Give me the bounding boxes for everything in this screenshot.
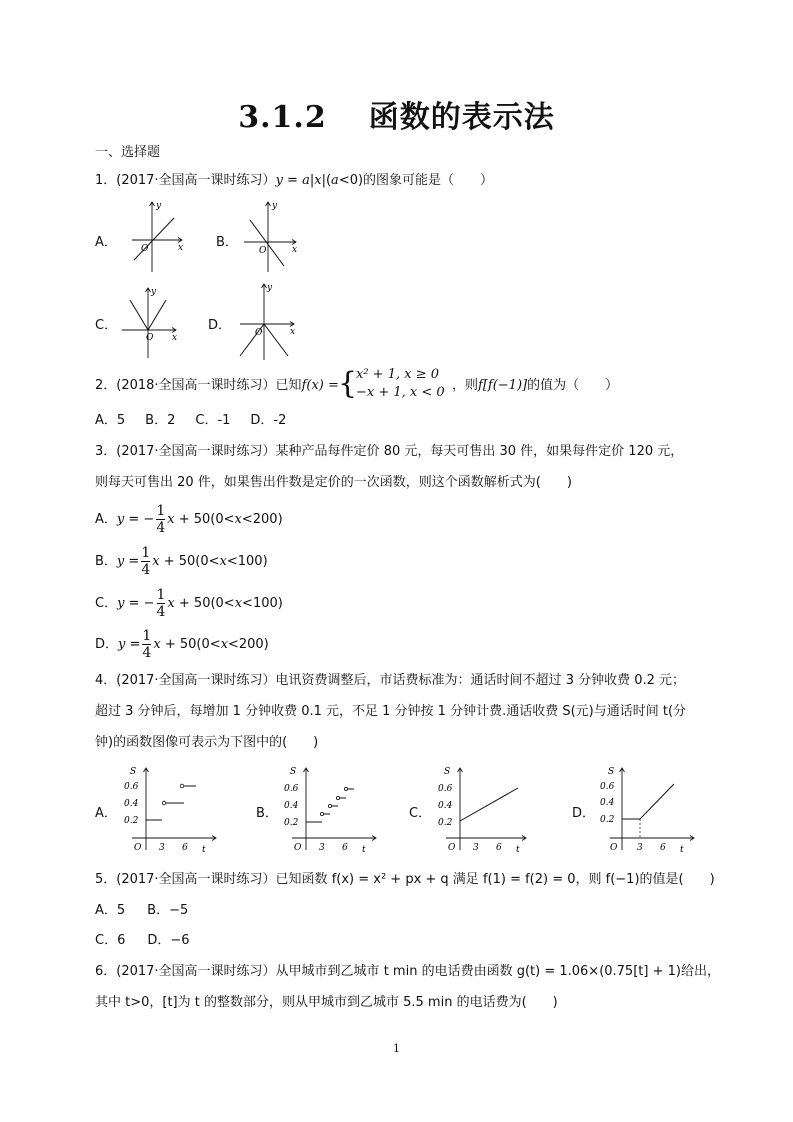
q1a-origin: O [141,244,149,254]
q3c-fraction [157,587,166,620]
q3-line-2: 则每天可售出 20 件，如果售出件数是定价的一次函数，则这个函数解析式为( ) [95,475,572,490]
q4b-tick-06: 0.6 [284,784,299,794]
q4b-t-label: t [362,845,366,855]
q3d-var: x [220,637,228,652]
q4c-tick-06: 0.6 [438,784,453,794]
q1d-x-label: x [290,327,296,337]
q1-option-d-label: D． [208,318,232,333]
q1-a2: a [331,173,339,188]
q1-option-a-label: A． [95,235,117,250]
q2-ff: f[f(−1)] [478,378,528,393]
q4c-tick-3: 3 [473,843,479,853]
q3c-sign: = − [128,596,155,611]
q1-graph-c [120,284,182,360]
q4d-tick-3: 3 [637,843,643,853]
q3c-lhs: y [117,596,125,611]
q3d-fraction [142,628,151,661]
page-title [0,92,793,136]
q2-options [95,412,286,430]
q2-case-2: −x + 1, x < 0 [356,385,445,400]
q4d-tick-04: 0.4 [600,798,615,808]
q3d-label: D． [95,637,119,652]
q4b-tick-3: 3 [319,843,325,853]
q3d-rhs: + 50(0< [160,637,221,652]
q4c-s-label: S [444,767,451,777]
q4-graph-b [276,760,382,856]
q4-graph-a [116,760,222,856]
q1-a: a [302,173,310,188]
q4d-s-label: S [608,767,615,777]
q3a-num: 1 [156,503,166,519]
q3-option-b [95,545,268,578]
q3c-rhs: + 50(0< [174,596,235,611]
q1b-x-label: x [292,245,298,255]
q3c-den: 4 [156,604,166,620]
q4d-origin: O [610,843,618,853]
title-text: 函数的表示法 [368,100,555,135]
q1b-y-label: y [272,201,278,211]
q3-line-1: 3．(2017·全国高一课时练习）某种产品每件定价 80 元，每天可售出 30 件，如果每件定价 120 元， [95,444,684,459]
q5-option-c: C．6 [95,933,126,948]
q4a-tick-02: 0.2 [124,816,139,826]
q4a-tick-04: 0.4 [124,799,139,809]
q3a-lhs: y [116,512,125,527]
q3a-var: x [234,512,242,527]
q3d-num: 1 [142,628,152,644]
q4d-tick-6: 6 [660,843,666,853]
q4a-s-label: S [130,767,137,777]
q4c-origin: O [448,843,456,853]
q3b-label: B． [95,554,117,569]
section-heading: 一、选择题 [95,145,161,160]
q3c-label: C． [95,596,118,611]
q1-option-b-label: B． [216,235,238,250]
q1-y: y [275,173,283,188]
q2-option-a: A．5 [95,413,126,428]
q4b-tick-6: 6 [342,843,348,853]
q4d-tick-06: 0.6 [600,782,615,792]
q1a-x-label: x [178,243,184,253]
q4b-s-label: S [290,767,297,777]
q2-tail [452,377,618,395]
q1-option-c-label: C． [95,318,118,333]
q3-option-d [95,628,269,661]
q3a-den: 4 [156,520,166,536]
q1d-origin: O [255,328,263,338]
q4d-tick-02: 0.2 [600,815,615,825]
q2-option-b: B．2 [145,413,176,428]
q3b-rhs: + 50(0< [159,554,220,569]
q3a-rhs: + 50(0< [174,512,235,527]
q4-option-c-label: C． [409,806,432,821]
q4d-t-label: t [680,845,684,855]
q1-prefix: 1．(2017·全国高一课时练习） [95,173,276,188]
q4a-tick-06: 0.6 [124,782,139,792]
q2-option-c: C．-1 [195,413,231,428]
q5-option-d: D．−6 [147,933,190,948]
q4b-origin: O [294,843,302,853]
q4b-tick-04: 0.4 [284,801,299,811]
q3b-den: 4 [141,562,151,578]
question-1 [95,172,493,190]
q2-case-1: x² + 1, x ≥ 0 [356,367,439,382]
q3a-end: <200) [241,512,283,527]
q6-line-1: 6．(2017·全国高一课时练习）从甲城市到乙城市 t min 的电话费由函数 g(t) = 1.06×(0.75[t] + 1)给出， [95,964,720,979]
q5-option-b: B．−5 [147,903,189,918]
q3a-x: x [167,512,175,527]
q2-prefix: 2．(2018·全国高一课时练习）已知 [95,378,302,393]
q3a-label: A． [95,512,117,527]
q4c-tick-6: 6 [496,843,502,853]
q3a-fraction [156,503,165,536]
q4c-tick-04: 0.4 [438,801,453,811]
q5-options-row-2 [95,932,190,950]
q5-line: 5．(2017·全国高一课时练习）已知函数 f(x) = x² + px + q 满足 f(1) = f(2) = 0，则 f(−1)的值是( ) [95,872,715,887]
q1-bar2: |( [321,173,332,188]
q3d-den: 4 [142,645,152,661]
q1-graph-d [236,280,298,362]
q3b-x: x [152,554,160,569]
q4-option-d-label: D． [572,806,596,821]
q1-graph-b [240,198,300,274]
q4-line-2: 超过 3 分钟后，每增加 1 分钟收费 0.1 元，不足 1 分钟按 1 分钟计费.通话收费 S(元)与通话时间 t(分 [95,704,687,719]
q3d-end: <200) [227,637,269,652]
q1c-y-label: y [151,287,157,297]
q3a-sign: = − [128,512,155,527]
q4a-t-label: t [202,845,206,855]
q1c-origin: O [146,333,154,343]
q2-fx: f(x) = [301,378,339,393]
q3c-var: x [234,596,243,611]
q3-option-c [95,587,283,620]
q1-graph-a [128,198,188,274]
q1-bar1: | [309,173,315,188]
q3b-sign: = [128,554,140,569]
q1-eq: = [282,173,303,188]
q2-suffix: 的值为（ ） [527,378,619,393]
q3b-end: <100) [226,554,268,569]
question-2 [95,377,339,395]
q5-option-a: A．5 [95,903,126,918]
q3d-x: x [153,637,161,652]
q2-brace: { [338,366,358,401]
q3d-lhs: y [118,637,126,652]
q3b-num: 1 [141,545,151,561]
q4a-tick-6: 6 [182,843,188,853]
q3b-lhs: y [116,554,125,569]
q1-cond: <0)的图象可能是（ ） [338,173,494,188]
q4-option-a-label: A． [95,806,117,821]
q3c-x: x [167,596,175,611]
section-number: 3.1.2 [238,100,327,135]
q3c-end: <100) [242,596,283,611]
q4a-origin: O [134,843,142,853]
q4a-tick-3: 3 [159,843,165,853]
q4-graph-d [594,760,698,856]
q4-line-3: 钟)的函数图像可表示为下图中的( ) [95,735,319,750]
q4c-t-label: t [516,845,520,855]
q1b-origin: O [259,246,267,256]
q6-line-2: 其中 t>0，[t]为 t 的整数部分，则从甲城市到乙城市 5.5 min 的电话费为( ) [95,995,558,1010]
page-number: 1 [393,1042,400,1055]
q1c-x-label: x [172,333,178,343]
q3c-num: 1 [156,587,166,603]
q5-options-row-1 [95,902,188,920]
q4-option-b-label: B． [256,806,278,821]
q4b-tick-02: 0.2 [284,818,299,828]
q3d-sign: = [129,637,141,652]
q1-x: x [314,173,322,188]
q1a-y-label: y [156,201,162,211]
q4-graph-c [430,760,530,856]
q3-option-a [95,503,283,536]
q3b-fraction [141,545,150,578]
q1d-y-label: y [267,283,273,293]
q4-line-1: 4．(2017·全国高一课时练习）电讯资费调整后，市话费标准为：通话时间不超过 3 分钟收费 0.2 元； [95,673,686,688]
q3b-var: x [219,554,227,569]
q4c-tick-02: 0.2 [438,818,453,828]
q2-option-d: D．-2 [250,413,287,428]
q2-mid: ，则 [452,378,479,393]
